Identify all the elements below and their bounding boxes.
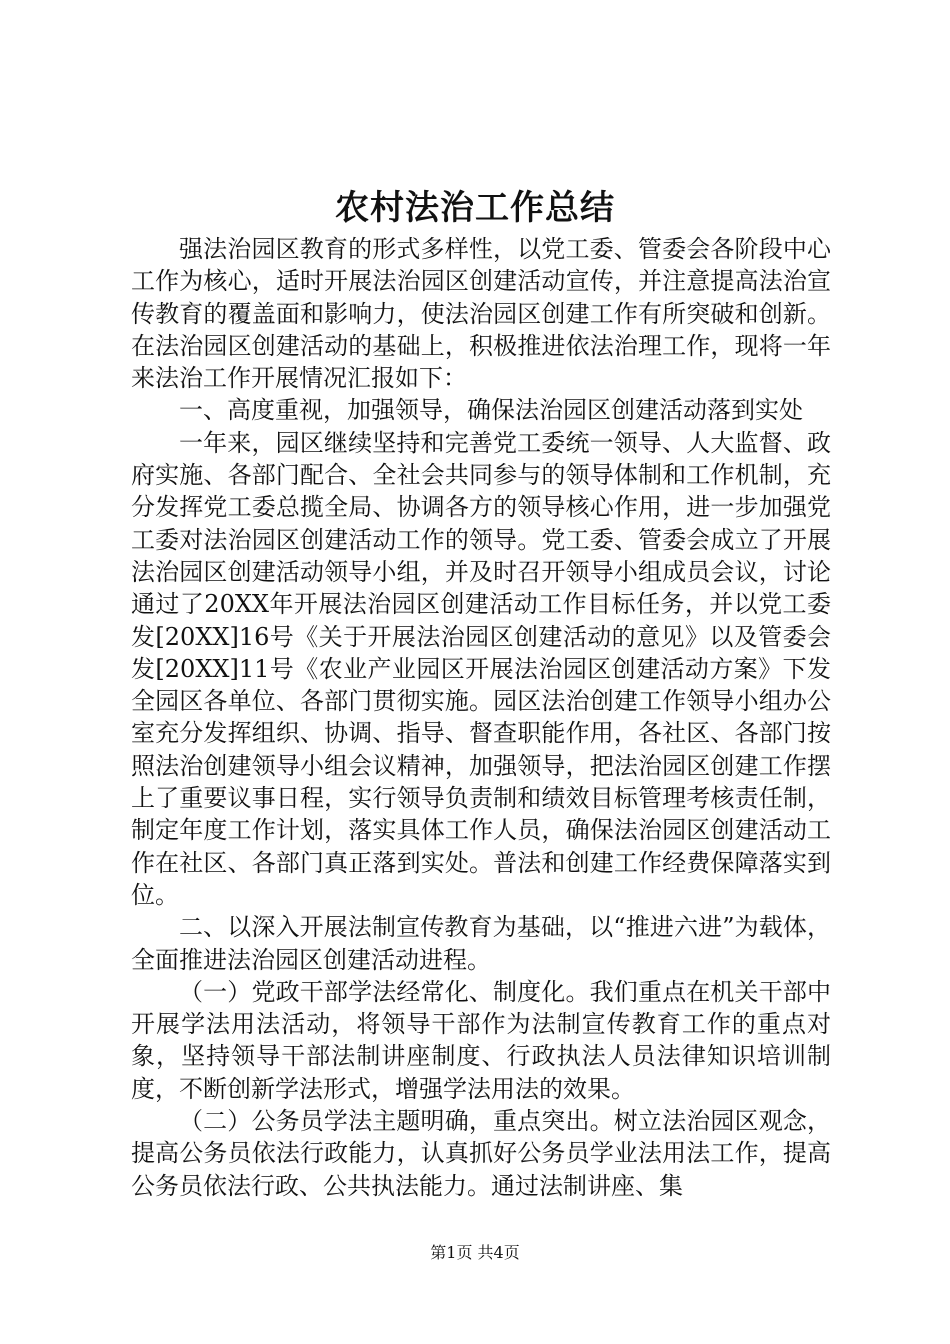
page-footer: 第1页 共4页 (430, 1243, 520, 1262)
paragraph-subsection-2: （二）公务员学法主题明确，重点突出。树立法治园区观念，提高公务员依法行政能力，认真抓好公务员学业法用法工作，提高公务员依法行政、公共执法能力。通过法制讲座、集 (131, 1107, 831, 1200)
section-heading-1: 一、高度重视，加强领导，确保法治园区创建活动落到实处 (179, 396, 803, 425)
paragraph-intro: 强法治园区教育的形式多样性，以党工委、管委会各阶段中心工作为核心，适时开展法治园区创建活动宣传，并注意提高法治宣传教育的覆盖面和影响力，使法治园区创建工作有所突破和创新。在法治园区创建活动的基础上，积极推进依法治理工作，现将一年来法治工作开展情况汇报如下： (131, 235, 831, 393)
paragraph-subsection-1: （一）党政干部学法经常化、制度化。我们重点在机关干部中开展学法用法活动，将领导干部作为法制宣传教育工作的重点对象，坚持领导干部法制讲座制度、行政执法人员法律知识培训制度，不断创新学法形式，增强学法用法的效果。 (131, 977, 831, 1103)
document-title: 农村法治工作总结 (335, 188, 615, 228)
section-heading-2: 二、以深入开展法制宣传教育为基础，以“推进六进”为载体，全面推进法治园区创建活动进程。 (131, 913, 831, 974)
paragraph-section-1: 一年来，园区继续坚持和完善党工委统一领导、人大监督、政府实施、各部门配合、全社会共同参与的领导体制和工作机制，充分发挥党工委总揽全局、协调各方的领导核心作用，进一步加强党工委对法治园区创建活动工作的领导。党工委、管委会成立了开展法治园区创建活动领导小组，并及时召开领导小组成员会议，讨论通过了20XX年开展法治园区创建活动工作目标任务，并以党工委发[20XX]16号《关于开展法治园区创建活动的意见》以及管委会发[20XX]11号《农业产业园区开展法治园区创建活动方案》下发全园区各单位、各部门贯彻实施。园区法治创建工作领导小组办公室充分发挥组织、协调、指导、督查职能作用，各社区、各部门按照法治创建领导小组会议精神，加强领导，把法治园区创建工作摆上了重要议事日程，实行领导负责制和绩效目标管理考核责任制，制定年度工作计划，落实具体工作人员，确保法治园区创建活动工作在社区、各部门真正落到实处。普法和创建工作经费保障落实到位。 (131, 428, 831, 909)
document-body (131, 233, 831, 1202)
